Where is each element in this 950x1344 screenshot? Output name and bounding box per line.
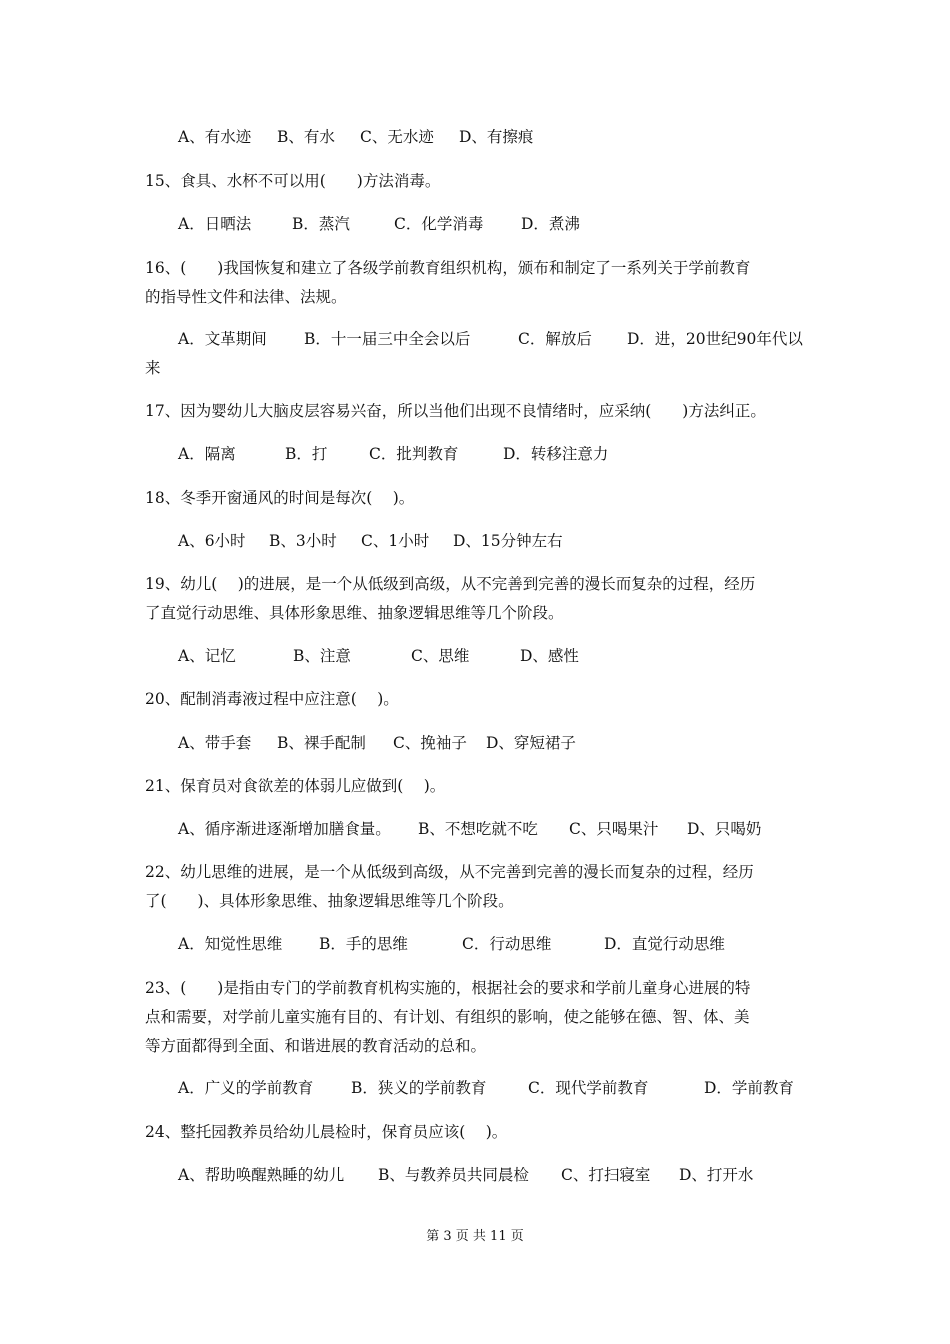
q22-option-b: B．手的思维 [319,935,408,953]
q23-option-b: B．狭义的学前教育 [351,1079,487,1097]
q20-option-d: D、穿短裙子 [486,734,576,752]
q19-option-c: C、思维 [411,647,470,665]
q18-option-d: D、15分钟左右 [453,532,563,550]
q15-option-a: A．日晒法 [178,215,252,233]
q23-option-a: A．广义的学前教育 [178,1079,314,1097]
q24-option-b: B、与教养员共同晨检 [378,1166,529,1184]
q20-option-a: A、带手套 [178,734,252,752]
q15-option-c: C．化学消毒 [394,215,484,233]
q22-option-d: D．直觉行动思维 [604,935,725,953]
page-number-footer: 第 3 页 共 11 页 [426,1229,524,1244]
q24-option-d: D、打开水 [679,1166,754,1184]
q16-stem-line1: 16、( )我国恢复和建立了各级学前教育组织机构，颁布和制定了一系列关于学前教育 [145,259,751,277]
q23-option-d: D．学前教育 [704,1079,794,1097]
q19-stem-line2: 了直觉行动思维、具体形象思维、抽象逻辑思维等几个阶段。 [145,604,564,622]
q23-stem-line1: 23、( )是指由专门的学前教育机构实施的，根据社会的要求和学前儿童身心进展的特 [145,979,751,997]
q21-option-a: A、循序渐进逐渐增加膳食量。 [178,820,391,838]
q21-option-c: C、只喝果汁 [569,820,659,838]
q15-stem: 15、食具、水杯不可以用( )方法消毒。 [145,172,441,190]
q14-option-b: B、有水 [277,128,335,146]
q17-option-d: D．转移注意力 [503,445,609,463]
q22-stem-line2: 了( )、具体形象思维、抽象逻辑思维等几个阶段。 [145,892,514,910]
q20-option-b: B、裸手配制 [277,734,366,752]
q18-stem: 18、冬季开窗通风的时间是每次( )。 [145,489,415,507]
q24-option-c: C、打扫寝室 [561,1166,651,1184]
q22-stem-line1: 22、幼儿思维的进展，是一个从低级到高级，从不完善到完善的漫长而复杂的过程，经历 [145,863,754,881]
q16-option-a: A．文革期间 [178,330,267,348]
q18-option-c: C、1小时 [361,532,430,550]
q19-option-a: A、记忆 [178,647,236,665]
q17-option-b: B．打 [285,445,328,463]
q17-stem: 17、因为婴幼儿大脑皮层容易兴奋，所以当他们出现不良情绪时，应采纳( )方法纠正。 [145,402,766,420]
q21-stem: 21、保育员对食欲差的体弱儿应做到( )。 [145,777,446,795]
q24-stem: 24、整托园教养员给幼儿晨检时，保育员应该( )。 [145,1123,508,1141]
q16-option-b: B．十一届三中全会以后 [304,330,471,348]
q17-option-c: C．批判教育 [369,445,459,463]
q23-option-c: C．现代学前教育 [528,1079,649,1097]
q19-stem-line1: 19、幼儿( )的进展，是一个从低级到高级，从不完善到完善的漫长而复杂的过程，经历 [145,575,756,593]
q23-stem-line2: 点和需要，对学前儿童实施有目的、有计划、有组织的影响，使之能够在德、智、体、美 [145,1008,750,1026]
q14-option-c: C、无水迹 [360,128,434,146]
q14-option-d: D、有擦痕 [459,128,534,146]
q18-option-a: A、6小时 [178,532,246,550]
q20-stem: 20、配制消毒液过程中应注意( )。 [145,690,399,708]
q19-option-d: D、感性 [520,647,579,665]
q16-stem-line2: 的指导性文件和法律、法规。 [145,288,347,306]
q23-stem-line3: 等方面都得到全面、和谐进展的教育活动的总和。 [145,1037,487,1055]
q16-option-d: D．进，20世纪90年代以 [627,330,803,348]
q21-option-b: B、不想吃就不吃 [418,820,538,838]
q17-option-a: A．隔离 [178,445,236,463]
q20-option-c: C、挽袖子 [393,734,467,752]
q22-option-a: A．知觉性思维 [178,935,283,953]
q16-option-c: C．解放后 [518,330,592,348]
q16-option-wrap: 来 [145,359,161,377]
q15-option-b: B．蒸汽 [292,215,350,233]
q24-option-a: A、帮助唤醒熟睡的幼儿 [178,1166,345,1184]
q15-option-d: D．煮沸 [521,215,580,233]
q22-option-c: C．行动思维 [462,935,552,953]
q18-option-b: B、3小时 [269,532,337,550]
q19-option-b: B、注意 [293,647,351,665]
q14-option-a: A、有水迹 [178,128,252,146]
q21-option-d: D、只喝奶 [687,820,762,838]
